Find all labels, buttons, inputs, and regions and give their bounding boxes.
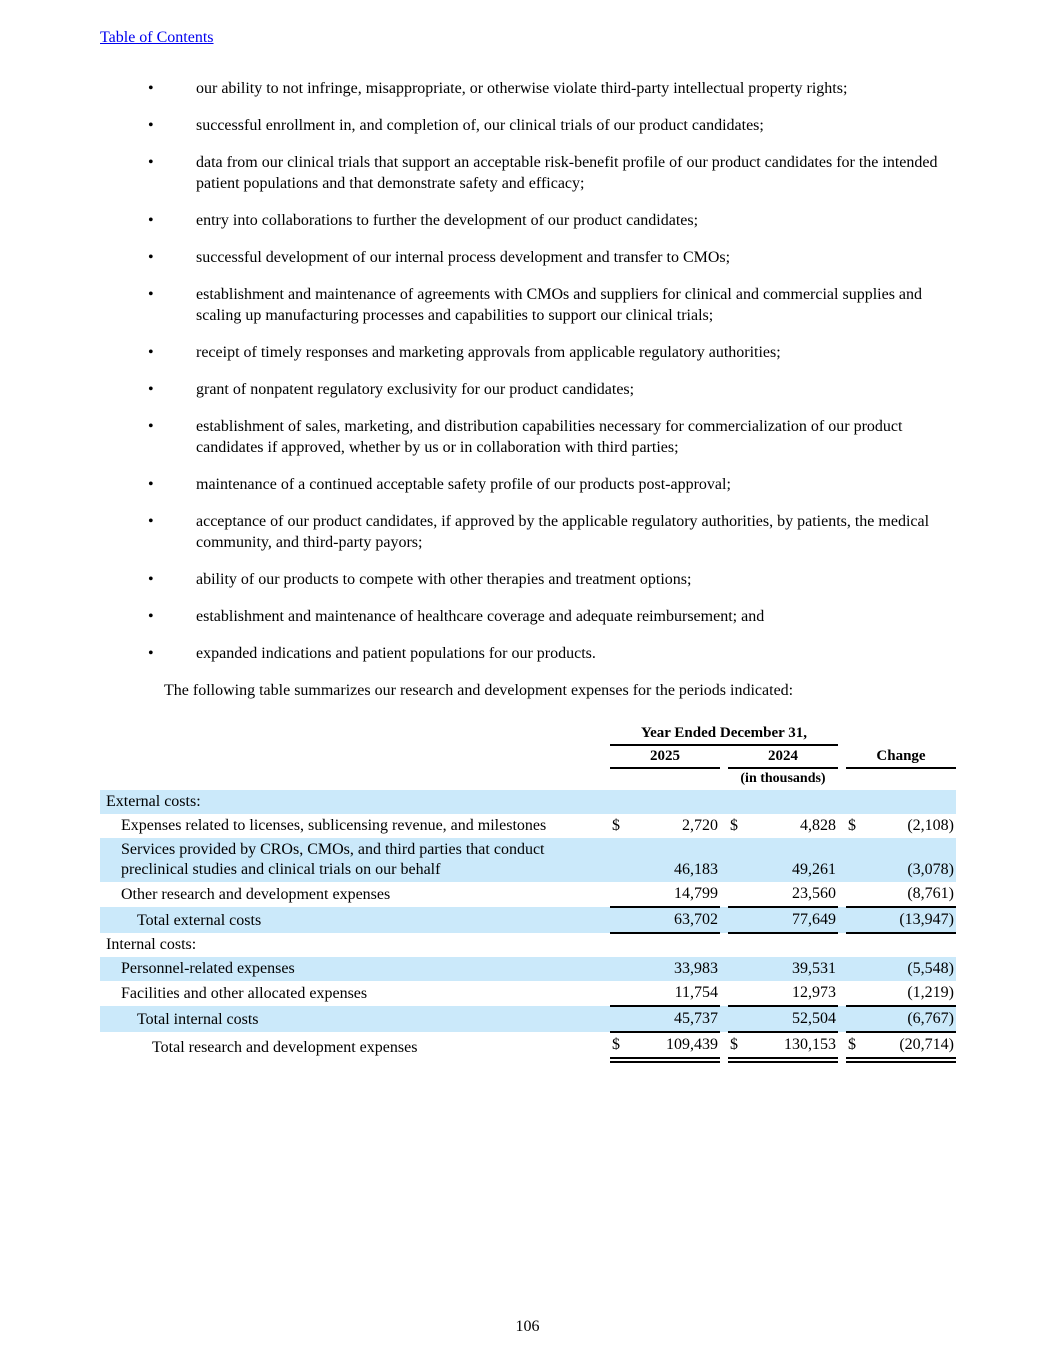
cell-value: (6,767) xyxy=(868,1006,956,1032)
col-header-change: Change xyxy=(846,745,956,768)
cell-gap xyxy=(720,882,728,907)
list-item xyxy=(100,152,956,194)
bullet-text: data from our clinical trials that support an acceptable risk-benefit profile of our product candidates for the intended patient populations and that demonstrate safety and efficacy; xyxy=(196,154,938,192)
cell-currency xyxy=(728,838,750,882)
rd-expenses-table xyxy=(100,723,956,1063)
cell-currency: $ xyxy=(846,1032,868,1060)
bullet-text: maintenance of a continued acceptable safety profile of our products post-approval; xyxy=(196,476,731,493)
cell-gap xyxy=(720,790,728,814)
header-spacer xyxy=(838,745,846,768)
cell-gap xyxy=(838,814,846,838)
cell-value xyxy=(750,790,838,814)
bullet-icon: • xyxy=(148,344,154,361)
list-item xyxy=(100,474,956,495)
row-label: External costs: xyxy=(106,793,201,810)
cell-value: (8,761) xyxy=(868,882,956,907)
bullet-text: grant of nonpatent regulatory exclusivity for our product candidates; xyxy=(196,381,635,398)
cell-value: 4,828 xyxy=(800,817,836,834)
cell-gap xyxy=(720,1006,728,1032)
breadcrumb xyxy=(100,29,956,47)
cell-currency xyxy=(610,838,632,882)
table-row-external-costs-header xyxy=(100,790,956,814)
list-item xyxy=(100,247,956,268)
bullet-text: entry into collaborations to further the development of our product candidates; xyxy=(196,212,699,229)
bullet-icon: • xyxy=(148,571,154,588)
bullet-icon: • xyxy=(148,117,154,134)
cell-value: 63,702 xyxy=(632,907,720,933)
table-row-internal-costs-header xyxy=(100,933,956,957)
row-label: Facilities and other allocated expenses xyxy=(121,985,368,1002)
cell-value: (2,108) xyxy=(907,817,954,834)
cell-value: 49,261 xyxy=(792,861,836,878)
row-label: Total research and development expenses xyxy=(152,1039,418,1056)
col-header-period: Year Ended December 31, xyxy=(610,723,838,745)
table-row-total-external xyxy=(100,907,956,933)
cell-currency xyxy=(846,838,868,882)
header-spacer xyxy=(100,768,610,790)
cell-currency xyxy=(610,907,632,933)
cell-currency: $ xyxy=(730,817,738,834)
row-label: Total external costs xyxy=(137,912,262,929)
cell-value: 109,439 xyxy=(632,1032,720,1060)
cell-value xyxy=(750,933,838,957)
list-item xyxy=(100,342,956,363)
cell-value xyxy=(632,933,720,957)
cell-value: (1,219) xyxy=(868,981,956,1006)
cell-gap xyxy=(838,981,846,1006)
bullet-text: successful enrollment in, and completion of, our clinical trials of our product candidates; xyxy=(196,117,764,134)
table-row-total-internal xyxy=(100,1006,956,1032)
cell-currency xyxy=(610,790,632,814)
units-label: (in thousands) xyxy=(740,771,826,786)
cell-currency xyxy=(610,882,632,907)
cell-currency xyxy=(846,882,868,907)
header-spacer xyxy=(720,745,728,768)
table-header-period-row xyxy=(100,723,956,745)
col-header-2025: 2025 xyxy=(610,745,720,768)
table-row-personnel xyxy=(100,957,956,981)
bullet-icon: • xyxy=(148,80,154,97)
cell-gap xyxy=(838,933,846,957)
table-row-facilities xyxy=(100,981,956,1006)
cell-gap xyxy=(720,933,728,957)
table-row-cro-services xyxy=(100,838,956,882)
cell-gap xyxy=(720,981,728,1006)
cell-currency xyxy=(728,933,750,957)
cell-currency xyxy=(846,790,868,814)
cell-currency xyxy=(728,957,750,981)
cell-currency: $ xyxy=(612,817,620,834)
bullet-text: ability of our products to compete with other therapies and treatment options; xyxy=(196,571,692,588)
cell-gap xyxy=(838,957,846,981)
cell-gap xyxy=(838,907,846,933)
cell-value: 77,649 xyxy=(750,907,838,933)
bullet-icon: • xyxy=(148,476,154,493)
row-label: Internal costs: xyxy=(106,936,197,953)
list-item xyxy=(100,569,956,590)
list-item xyxy=(100,78,956,99)
list-item xyxy=(100,284,956,326)
table-header-years-row xyxy=(100,745,956,768)
cell-gap xyxy=(720,907,728,933)
header-spacer xyxy=(100,723,610,745)
table-row-total-rd xyxy=(100,1032,956,1060)
cell-value: 46,183 xyxy=(674,861,718,878)
list-item xyxy=(100,416,956,458)
cell-currency xyxy=(610,957,632,981)
list-item xyxy=(100,511,956,553)
cell-value: 130,153 xyxy=(750,1032,838,1060)
cell-value xyxy=(868,790,956,814)
row-label: Other research and development expenses xyxy=(121,886,391,903)
bullet-icon: • xyxy=(148,154,154,171)
table-row-licenses xyxy=(100,814,956,838)
bullet-text: acceptance of our product candidates, if approved by the applicable regulatory authorities, by patients, the medical community, and third-party payors; xyxy=(196,513,930,551)
col-header-2024: 2024 xyxy=(728,745,838,768)
cell-value xyxy=(632,790,720,814)
header-spacer xyxy=(838,723,846,745)
cell-currency xyxy=(610,933,632,957)
cell-value: 33,983 xyxy=(674,960,718,977)
row-label: Total internal costs xyxy=(137,1011,259,1028)
bullet-icon: • xyxy=(148,381,154,398)
cell-value xyxy=(868,933,956,957)
table-of-contents-link[interactable]: Table of Contents xyxy=(100,29,214,46)
bullet-text: our ability to not infringe, misappropriate, or otherwise violate third-party intellectual property rights; xyxy=(196,80,848,97)
cell-value: 45,737 xyxy=(632,1006,720,1032)
cell-value: 52,504 xyxy=(750,1006,838,1032)
cell-currency xyxy=(728,882,750,907)
cell-gap xyxy=(720,957,728,981)
cell-value: 14,799 xyxy=(632,882,720,907)
cell-currency xyxy=(728,1006,750,1032)
cell-currency xyxy=(728,790,750,814)
cell-currency xyxy=(728,981,750,1006)
cell-currency: $ xyxy=(728,1032,750,1060)
list-item xyxy=(100,606,956,627)
cell-gap xyxy=(838,838,846,882)
page-content xyxy=(100,29,956,1063)
cell-currency: $ xyxy=(848,817,856,834)
cell-gap xyxy=(720,814,728,838)
cell-value: 12,973 xyxy=(750,981,838,1006)
cell-currency xyxy=(846,981,868,1006)
table-header-units-row xyxy=(100,768,956,790)
header-spacer xyxy=(100,745,610,768)
page-number: 106 xyxy=(515,1318,540,1335)
list-item xyxy=(100,643,956,664)
cell-gap xyxy=(838,1006,846,1032)
bullet-icon: • xyxy=(148,249,154,266)
cell-value: (3,078) xyxy=(907,861,954,878)
cell-value: (5,548) xyxy=(907,960,954,977)
intro-paragraph: The following table summarizes our research and development expenses for the periods indicated: xyxy=(164,682,794,699)
bullet-list xyxy=(100,78,956,664)
bullet-icon: • xyxy=(148,418,154,435)
bullet-icon: • xyxy=(148,286,154,303)
row-label: Expenses related to licenses, sublicensing revenue, and milestones xyxy=(121,817,547,834)
row-label: Services provided by CROs, CMOs, and third parties that conduct preclinical studies and clinical trials on our behalf xyxy=(121,841,545,878)
cell-value: 11,754 xyxy=(632,981,720,1006)
cell-gap xyxy=(838,882,846,907)
cell-currency xyxy=(846,957,868,981)
cell-currency xyxy=(846,1006,868,1032)
cell-currency xyxy=(610,981,632,1006)
bullet-text: expanded indications and patient populations for our products. xyxy=(196,645,596,662)
cell-value: (13,947) xyxy=(868,907,956,933)
cell-gap xyxy=(720,838,728,882)
row-label: Personnel-related expenses xyxy=(121,960,295,977)
bullet-text: receipt of timely responses and marketing approvals from applicable regulatory authorities; xyxy=(196,344,781,361)
cell-currency xyxy=(610,1006,632,1032)
list-item xyxy=(100,379,956,400)
bullet-text: establishment and maintenance of healthcare coverage and adequate reimbursement; and xyxy=(196,608,765,625)
bullet-icon: • xyxy=(148,645,154,662)
list-item xyxy=(100,115,956,136)
cell-gap xyxy=(838,1032,846,1060)
bullet-icon: • xyxy=(148,212,154,229)
cell-currency xyxy=(846,907,868,933)
bullet-icon: • xyxy=(148,513,154,530)
cell-gap xyxy=(838,790,846,814)
cell-currency xyxy=(846,933,868,957)
table-row-other-rd xyxy=(100,882,956,907)
list-item xyxy=(100,210,956,231)
cell-value: 23,560 xyxy=(750,882,838,907)
cell-gap xyxy=(720,1032,728,1060)
cell-currency: $ xyxy=(610,1032,632,1060)
cell-currency xyxy=(728,907,750,933)
header-spacer xyxy=(846,723,956,745)
cell-value: 39,531 xyxy=(792,960,836,977)
cell-value: (20,714) xyxy=(868,1032,956,1060)
bullet-text: establishment and maintenance of agreements with CMOs and suppliers for clinical and commercial supplies and scaling up manufacturing processes and capabilities to support our clinical trials; xyxy=(196,286,923,324)
bullet-icon: • xyxy=(148,608,154,625)
bullet-text: establishment of sales, marketing, and distribution capabilities necessary for commercialization of our product candidates if approved, whether by us or in collaboration with third parties; xyxy=(196,418,903,456)
bullet-text: successful development of our internal process development and transfer to CMOs; xyxy=(196,249,731,266)
cell-value: 2,720 xyxy=(682,817,718,834)
